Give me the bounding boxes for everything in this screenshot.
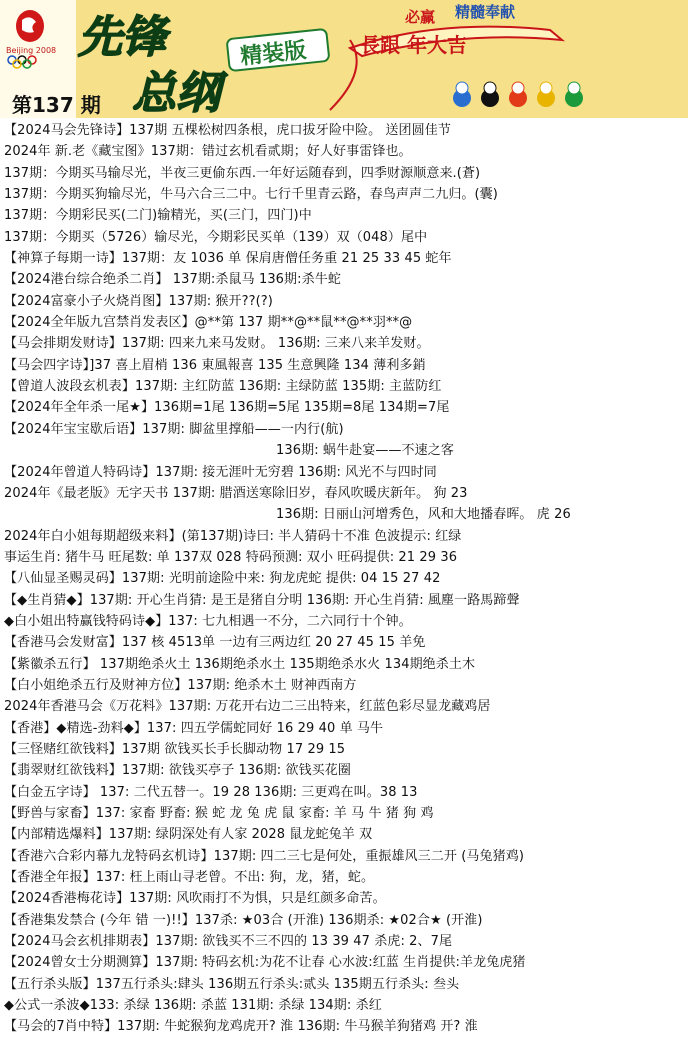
text-line: 【神算子每期一诗】137期：友 1036 单 保肩唐僧任务重 21 25 33 45 蛇年 bbox=[4, 251, 452, 267]
text-line: ◆公式一杀波◆133: 杀绿 136期: 杀蓝 131期: 杀绿 134期: 杀红 bbox=[4, 998, 382, 1014]
tag-jing-sui: 精髓奉献 bbox=[455, 3, 516, 21]
banner-art bbox=[0, 0, 688, 118]
text-line: 【白小姐绝杀五行及财神方位】137期: 绝杀木土 财神西南方 bbox=[4, 677, 357, 693]
text-line: 【香港六合彩内幕九龙特码玄机诗】137期: 四二三七是何处，重振雄风三二开 (马兔猪鸡) bbox=[4, 848, 525, 864]
text-line: 137期：今期买马输尽光，半夜三更偷东西.一年好运随春到，四季财源顺意来.(蒼) bbox=[4, 165, 481, 181]
text-line: 137期：今期彩民买(二门)输精光，买(三门，四门)中 bbox=[4, 208, 312, 224]
text-line: 【◆生肖猜◆】137期: 开心生肖猜: 是王是猪自分明 136期: 开心生肖猜: 風塵一路馬蹄聲 bbox=[4, 592, 520, 608]
text-line: ◆白小姐出特赢钱特码诗◆】137: 七九相遇一不分，二六同行十个钟。 bbox=[4, 613, 412, 629]
text-line: 【八仙显圣赐灵码】137期: 光明前途险中来: 狗龙虎蛇 提供: 04 15 27 42 bbox=[4, 571, 441, 587]
title-zong: 总纲 bbox=[132, 68, 220, 118]
text-line: 【三怪赌红欲钱料】137期 欲钱买长手长脚动物 17 29 15 bbox=[4, 741, 346, 757]
text-line: 【内部精选爆料】137期: 绿阴深处有人家 2028 鼠龙蛇兔羊 双 bbox=[4, 827, 373, 843]
text-line: 136期: 蜗牛赴宴——不速之客 bbox=[276, 443, 454, 459]
text-line: 【2024马会玄机排期表】137期: 欲钱买不三不四的 13 39 47 杀虎: 2、7尾 bbox=[4, 934, 453, 950]
scroll-text: 長跟 年大吉 bbox=[360, 33, 467, 57]
text-line: 【白金五字诗】 137: 二代五替一。19 28 136期: 三更鸡在叫。38 13 bbox=[4, 784, 418, 800]
text-line: 【曾道人波段玄机表】137期: 主红防蓝 136期: 主绿防蓝 135期: 主蓝防红 bbox=[4, 379, 442, 395]
text-line: 【2024曾女士分期测算】137期: 特码玄机:为花不让春 心水波:红蓝 生肖提供:羊龙兔虎猪 bbox=[4, 955, 526, 971]
text-line: 【2024年曾道人特码诗】137期: 接无涯叶无穷碧 136期: 风光不与四时同 bbox=[4, 464, 437, 480]
text-line: 137期：今期买（5726）输尽光，今期彩民买单（139）双（048）尾中 bbox=[4, 229, 428, 245]
text-line: 【翡翠财红欲钱料】137期: 欲钱买亭子 136期: 欲钱买花圈 bbox=[4, 763, 351, 779]
text-line: 【2024全年版九宫禁肖发表区】@**第 137 期**@**鼠**@**羽**@ bbox=[4, 315, 413, 331]
title-xian: 先锋 bbox=[78, 12, 166, 63]
text-line: 【香港集发禁合 (今年 错 一)!!】137杀: ★03合 (开淮) 136期杀: ★02合★ (开淮) bbox=[4, 912, 483, 928]
text-line: 【五行杀头版】137五行杀头:肆头 136期五行杀头:贰头 135期五行杀头: 叁头 bbox=[4, 976, 460, 992]
text-line: 【2024香港梅花诗】137期: 风吹雨打不为惧，只是红颜多命苦。 bbox=[4, 891, 386, 907]
text-line: 【2024港台综合绝杀二肖】 137期:杀鼠马 136期:杀牛蛇 bbox=[4, 272, 341, 288]
text-line: 【香港马会发财富】137 核 4513单 一边有三两边红 20 27 45 15 羊免 bbox=[4, 635, 426, 651]
text-line: 【香港】◆精选-劲料◆】137: 四五学儒蛇同好 16 29 40 单 马牛 bbox=[4, 720, 384, 736]
text-line: 【香港全年报】137: 枉上雨山寻老曾。不出: 狗，龙，猪，蛇。 bbox=[4, 870, 375, 886]
edition-text: 精装版 bbox=[239, 38, 308, 70]
text-line: 2024年《最老版》无字天书 137期: 腊酒送寒除旧岁，春风吹暖庆新年。 狗 23 bbox=[4, 485, 468, 501]
text-line: 【野兽与家畜】137: 家畜 野畜: 猴 蛇 龙 兔 虎 鼠 家畜: 羊 马 牛 猪 狗 鸡 bbox=[4, 806, 434, 821]
text-line: 【2024年全年杀一尾★】136期=1尾 136期=5尾 135期=8尾 134期=7尾 bbox=[4, 400, 450, 416]
text-line: 【马会四字诗】]37 喜上眉梢 136 東風報喜 135 生意興隆 134 薄利多銷 bbox=[4, 357, 426, 373]
text-line: 【马会的7肖中特】137期: 牛蛇猴狗龙鸡虎开? 淮 136期: 牛马猴羊狗猪鸡 开? 淮 bbox=[4, 1019, 478, 1035]
text-line: 【紫徽杀五行】 137期绝杀火土 136期绝杀水土 135期绝杀水火 134期绝杀土木 bbox=[4, 656, 476, 672]
text-line: 137期：今期买狗输尽光，牛马六合三二中。七行千里青云路，春鸟声声二九归。(囊) bbox=[4, 187, 498, 203]
content-lines bbox=[0, 120, 688, 1038]
text-line: 2024年 新.老《藏宝图》137期：错过玄机看贰期；好人好事雷锋也。 bbox=[4, 144, 412, 160]
text-line: 【2024马会先锋诗】137期 五棵松树四条根，虎口拔牙险中险。 送团圆佳节 bbox=[4, 123, 451, 138]
text-line: 事运生肖: 猪牛马 旺尾数: 单 137双 028 特码预测: 双小 旺码提供: 21 29 36 bbox=[4, 549, 458, 565]
tag-bi-ying: 必赢 bbox=[405, 8, 436, 26]
text-line: 【马会排期发财诗】137期: 四来九来马发财。 136期: 三来八来羊发财。 bbox=[4, 336, 430, 352]
text-line: 【2024富豪小子火烧肖图】137期: 猴开??(?) bbox=[4, 293, 273, 309]
text-line: 【2024年宝宝歇后语】137期: 脚盆里撑船——一内行(航) bbox=[4, 421, 344, 437]
text-line: 2024年白小姐每期超级来料】(第137期)诗曰: 半人猜码十不准 色波提示: 红绿 bbox=[4, 528, 462, 544]
text-line: 136期: 日丽山河增秀色，风和大地播春晖。 虎 26 bbox=[276, 507, 571, 523]
text-line: 2024年香港马会《万花料》137期: 万花开右边二三出特来，红蓝色彩尽显龙藏鸡居 bbox=[4, 699, 491, 715]
logo-text: Beijing 2008 bbox=[6, 46, 57, 55]
issue-label: 第137 期 bbox=[12, 93, 101, 117]
header-banner bbox=[0, 0, 688, 118]
